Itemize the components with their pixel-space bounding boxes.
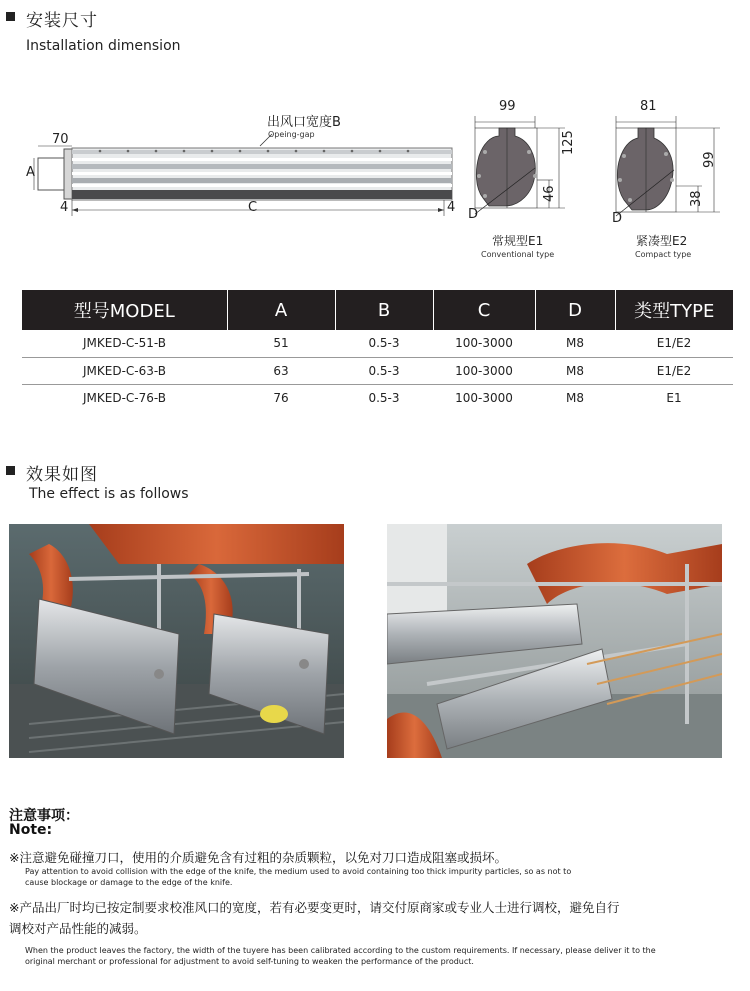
dim-70-label: 70	[52, 132, 69, 147]
dim-a-label: A	[26, 165, 35, 180]
note-2-cn-line2: 调校对产品性能的减弱。	[9, 921, 147, 936]
e1-d-label: D	[468, 207, 479, 222]
cell-model: JMKED-C-63-B	[22, 357, 227, 384]
cell-d: M8	[566, 390, 584, 405]
section-bullet-icon	[6, 466, 15, 475]
cell-type: E1/E2	[615, 357, 733, 384]
e2-height-label: 99	[702, 151, 717, 168]
e1-height-label: 125	[561, 130, 576, 155]
notes-title-en: Note:	[9, 822, 53, 838]
e1-width-label: 99	[499, 99, 516, 114]
cell-type: E1	[666, 390, 682, 405]
notes-title-cn: 注意事项：	[9, 808, 79, 824]
e1-profile-diagram	[465, 110, 585, 225]
effect-photo-right	[387, 524, 722, 758]
table-row	[22, 357, 733, 384]
e1-caption-cn: 常规型E1	[492, 234, 544, 248]
cell-a: 51	[227, 330, 335, 357]
table-row	[22, 384, 733, 411]
opening-gap-label-cn: 出风口宽度B	[267, 115, 341, 130]
header-model: 型号MODEL	[22, 290, 227, 330]
installation-title-en: Installation dimension	[26, 38, 181, 54]
cell-b: 0.5-3	[335, 357, 433, 384]
cell-type: E1/E2	[615, 330, 733, 357]
dim-4-right-label: 4	[447, 200, 456, 215]
table-row	[22, 330, 733, 357]
cell-a: 63	[227, 357, 335, 384]
note-1-en: Pay attention to avoid collision with the edge of the knife, the medium used to avoid containing too thick impurity particles, so as not to cause blockage or damage to the edge of the knife.	[25, 867, 572, 887]
cell-c: 100-3000	[433, 357, 535, 384]
cell-model: JMKED-C-51-B	[22, 330, 227, 357]
e2-caption-cn: 紧凑型E2	[636, 234, 688, 248]
cell-c: 100-3000	[455, 390, 513, 405]
header-d: D	[535, 290, 615, 330]
cell-c: 100-3000	[433, 330, 535, 357]
e2-width-label: 81	[640, 99, 657, 114]
dim-c-label: C	[248, 200, 258, 215]
effect-title-cn: 效果如图	[26, 465, 98, 485]
air-knife-side-view-diagram	[20, 120, 460, 230]
e2-offset-label: 38	[689, 190, 704, 207]
header-type: 类型TYPE	[615, 290, 733, 330]
spec-table	[22, 290, 733, 411]
cell-model: JMKED-C-76-B	[82, 390, 167, 405]
cell-b: 0.5-3	[335, 330, 433, 357]
cell-b: 0.5-3	[368, 390, 400, 405]
e1-caption-en: Conventional type	[481, 250, 555, 259]
dim-4-left-label: 4	[60, 200, 69, 215]
e1-offset-label: 46	[542, 185, 557, 202]
installation-title-cn: 安装尺寸	[26, 11, 98, 31]
table-header-row	[22, 290, 733, 330]
section-bullet-icon	[6, 12, 15, 21]
cell-d: M8	[535, 330, 615, 357]
e2-caption-en: Compact type	[635, 250, 692, 259]
note-1-cn: ※注意避免碰撞刀口，使用的介质避免含有过粗的杂质颗粒，以免对刀口造成阻塞或损坏。	[9, 850, 507, 865]
header-a: A	[227, 290, 335, 330]
note-2-cn-line1: ※产品出厂时均已按定制要求校准风口的宽度，若有必要变更时，请交付原商家或专业人士进行调校，避免自行	[9, 900, 620, 915]
e2-d-label: D	[612, 211, 623, 226]
cell-a: 76	[273, 390, 289, 405]
cell-d: M8	[535, 357, 615, 384]
header-c: C	[433, 290, 535, 330]
note-2-en: When the product leaves the factory, the width of the tuyere has been calibrated according to the custom requirements. If necessary, please deliver it to the original merchant or professional for adjustment to avoid self-tuning to weaken the performance of the product.	[25, 946, 656, 966]
header-b: B	[335, 290, 433, 330]
opening-gap-label-en: Opeing-gap	[268, 130, 315, 139]
effect-title-en: The effect is as follows	[29, 486, 189, 502]
effect-photo-left	[9, 524, 344, 758]
